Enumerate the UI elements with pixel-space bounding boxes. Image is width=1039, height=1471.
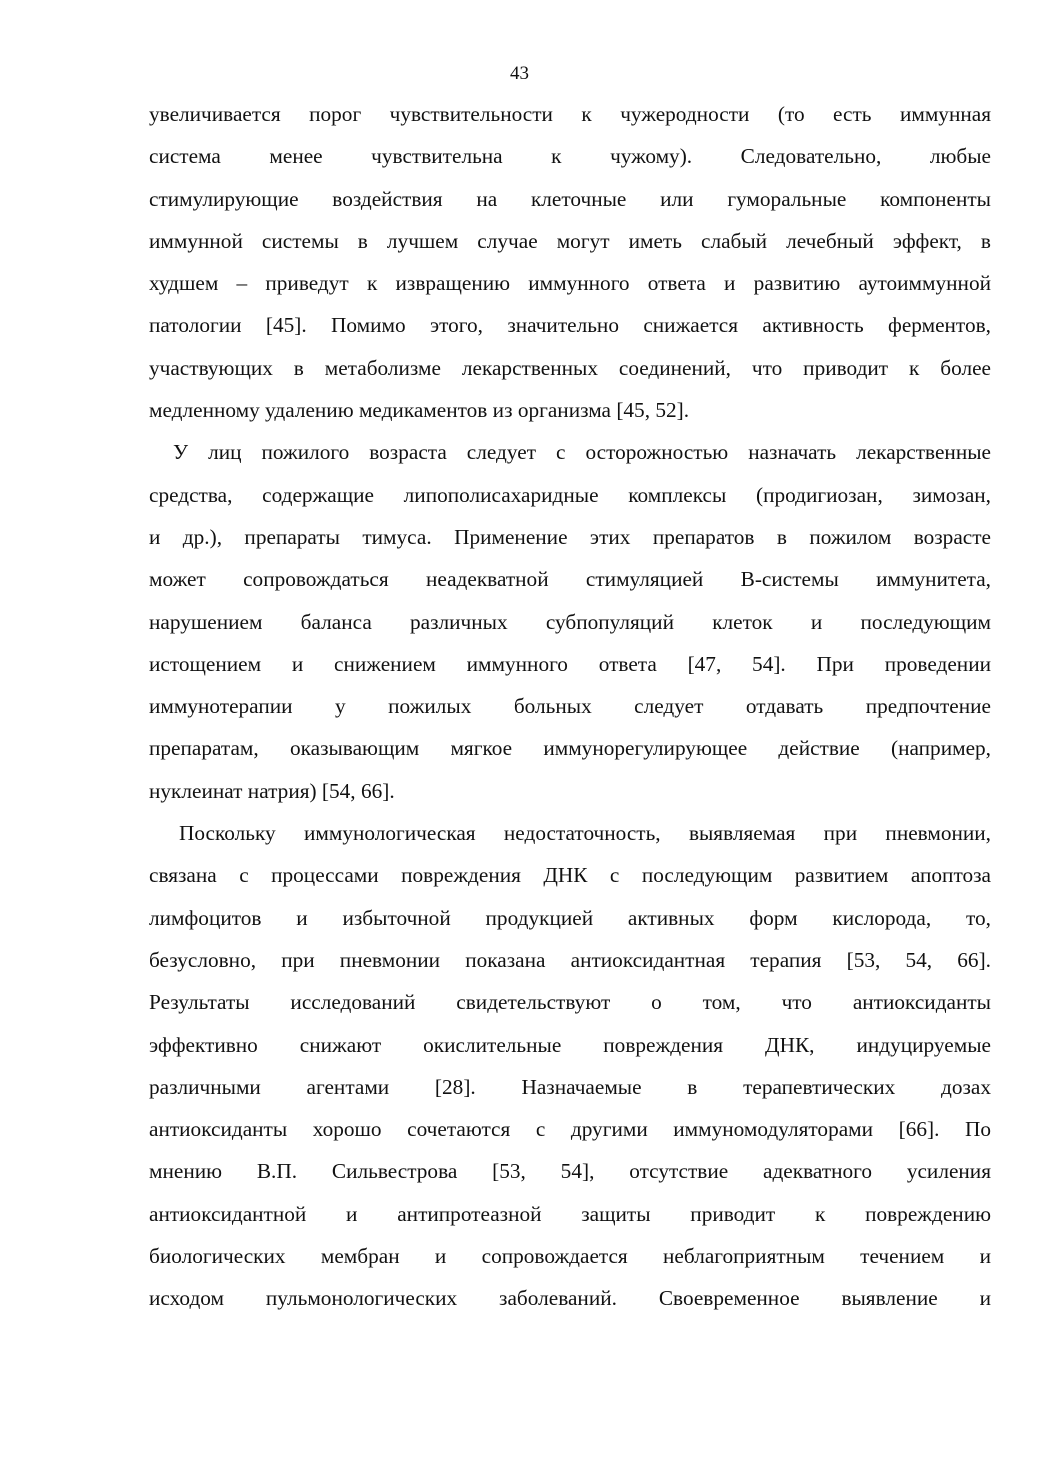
text-line: связана с процессами повреждения ДНК с последующим развитием апоптоза (149, 863, 991, 888)
text-line: патологии [45]. Помимо этого, значительно снижается активность ферментов, (149, 313, 991, 338)
text-line: Поскольку иммунологическая недостаточность, выявляемая при пневмонии, (179, 821, 991, 846)
text-line: увеличивается порог чувствительности к чужеродности (то есть иммунная (149, 102, 991, 126)
text-line: исходом пульмонологических заболеваний. Своевременное выявление и (149, 1286, 991, 1311)
text-line: худшем – приведут к извращению иммунного ответа и развитию аутоиммунной (149, 271, 991, 296)
text-line: истощением и снижением иммунного ответа [47, 54]. При проведении (149, 651, 991, 676)
text-line: эффективно снижают окислительные повреждения ДНК, индуцируемые (149, 1032, 991, 1057)
page-number: 43 (510, 63, 529, 84)
text-line: препаратам, оказывающим мягкое иммунорегулирующее действие (например, (149, 736, 991, 761)
text-line: иммунотерапии у пожилых больных следует отдавать предпочтение (149, 694, 991, 719)
paragraph-2 (149, 431, 991, 812)
text-line: У лиц пожилого возраста следует с осторожностью назначать лекарственные (173, 440, 991, 465)
text-line: система менее чувствительна к чужому). Следовательно, любые (149, 144, 991, 169)
text-line: медленному удалению медикаментов из организма [45, 52]. (149, 398, 690, 423)
text-line: может сопровождаться неадекватной стимуляцией В-системы иммунитета, (149, 567, 991, 592)
text-line: стимулирующие воздействия на клеточные или гуморальные компоненты (149, 186, 991, 211)
text-line: и др.), препараты тимуса. Применение этих препаратов в пожилом возрасте (149, 524, 991, 549)
text-line: антиоксиданты хорошо сочетаются с другими иммуномодуляторами [66]. По (149, 1117, 991, 1142)
text-line: средства, содержащие липополисахаридные комплексы (продигиозан, зимозан, (149, 482, 991, 507)
document-body (149, 93, 991, 1320)
text-line: иммунной системы в лучшем случае могут иметь слабый лечебный эффект, в (149, 228, 991, 253)
text-line: мнению В.П. Сильвестрова [53, 54], отсутствие адекватного усиления (149, 1159, 991, 1184)
text-line: Результаты исследований свидетельствуют о том, что антиоксиданты (149, 990, 991, 1015)
text-line: нарушением баланса различных субпопуляций клеток и последующим (149, 609, 991, 634)
paragraph-1 (149, 93, 991, 431)
text-line: участвующих в метаболизме лекарственных соединений, что приводит к более (149, 355, 991, 380)
text-line: лимфоцитов и избыточной продукцией активных форм кислорода, то, (149, 905, 991, 930)
text-line: нуклеинат натрия) [54, 66]. (149, 778, 395, 803)
paragraph-3 (149, 812, 991, 1320)
text-line: биологических мембран и сопровождается неблагоприятным течением и (149, 1244, 991, 1269)
text-line: различными агентами [28]. Назначаемые в терапевтических дозах (149, 1074, 991, 1099)
text-line: безусловно, при пневмонии показана антиоксидантная терапия [53, 54, 66]. (149, 947, 991, 972)
text-line: антиоксидантной и антипротеазной защиты приводит к повреждению (149, 1201, 991, 1226)
